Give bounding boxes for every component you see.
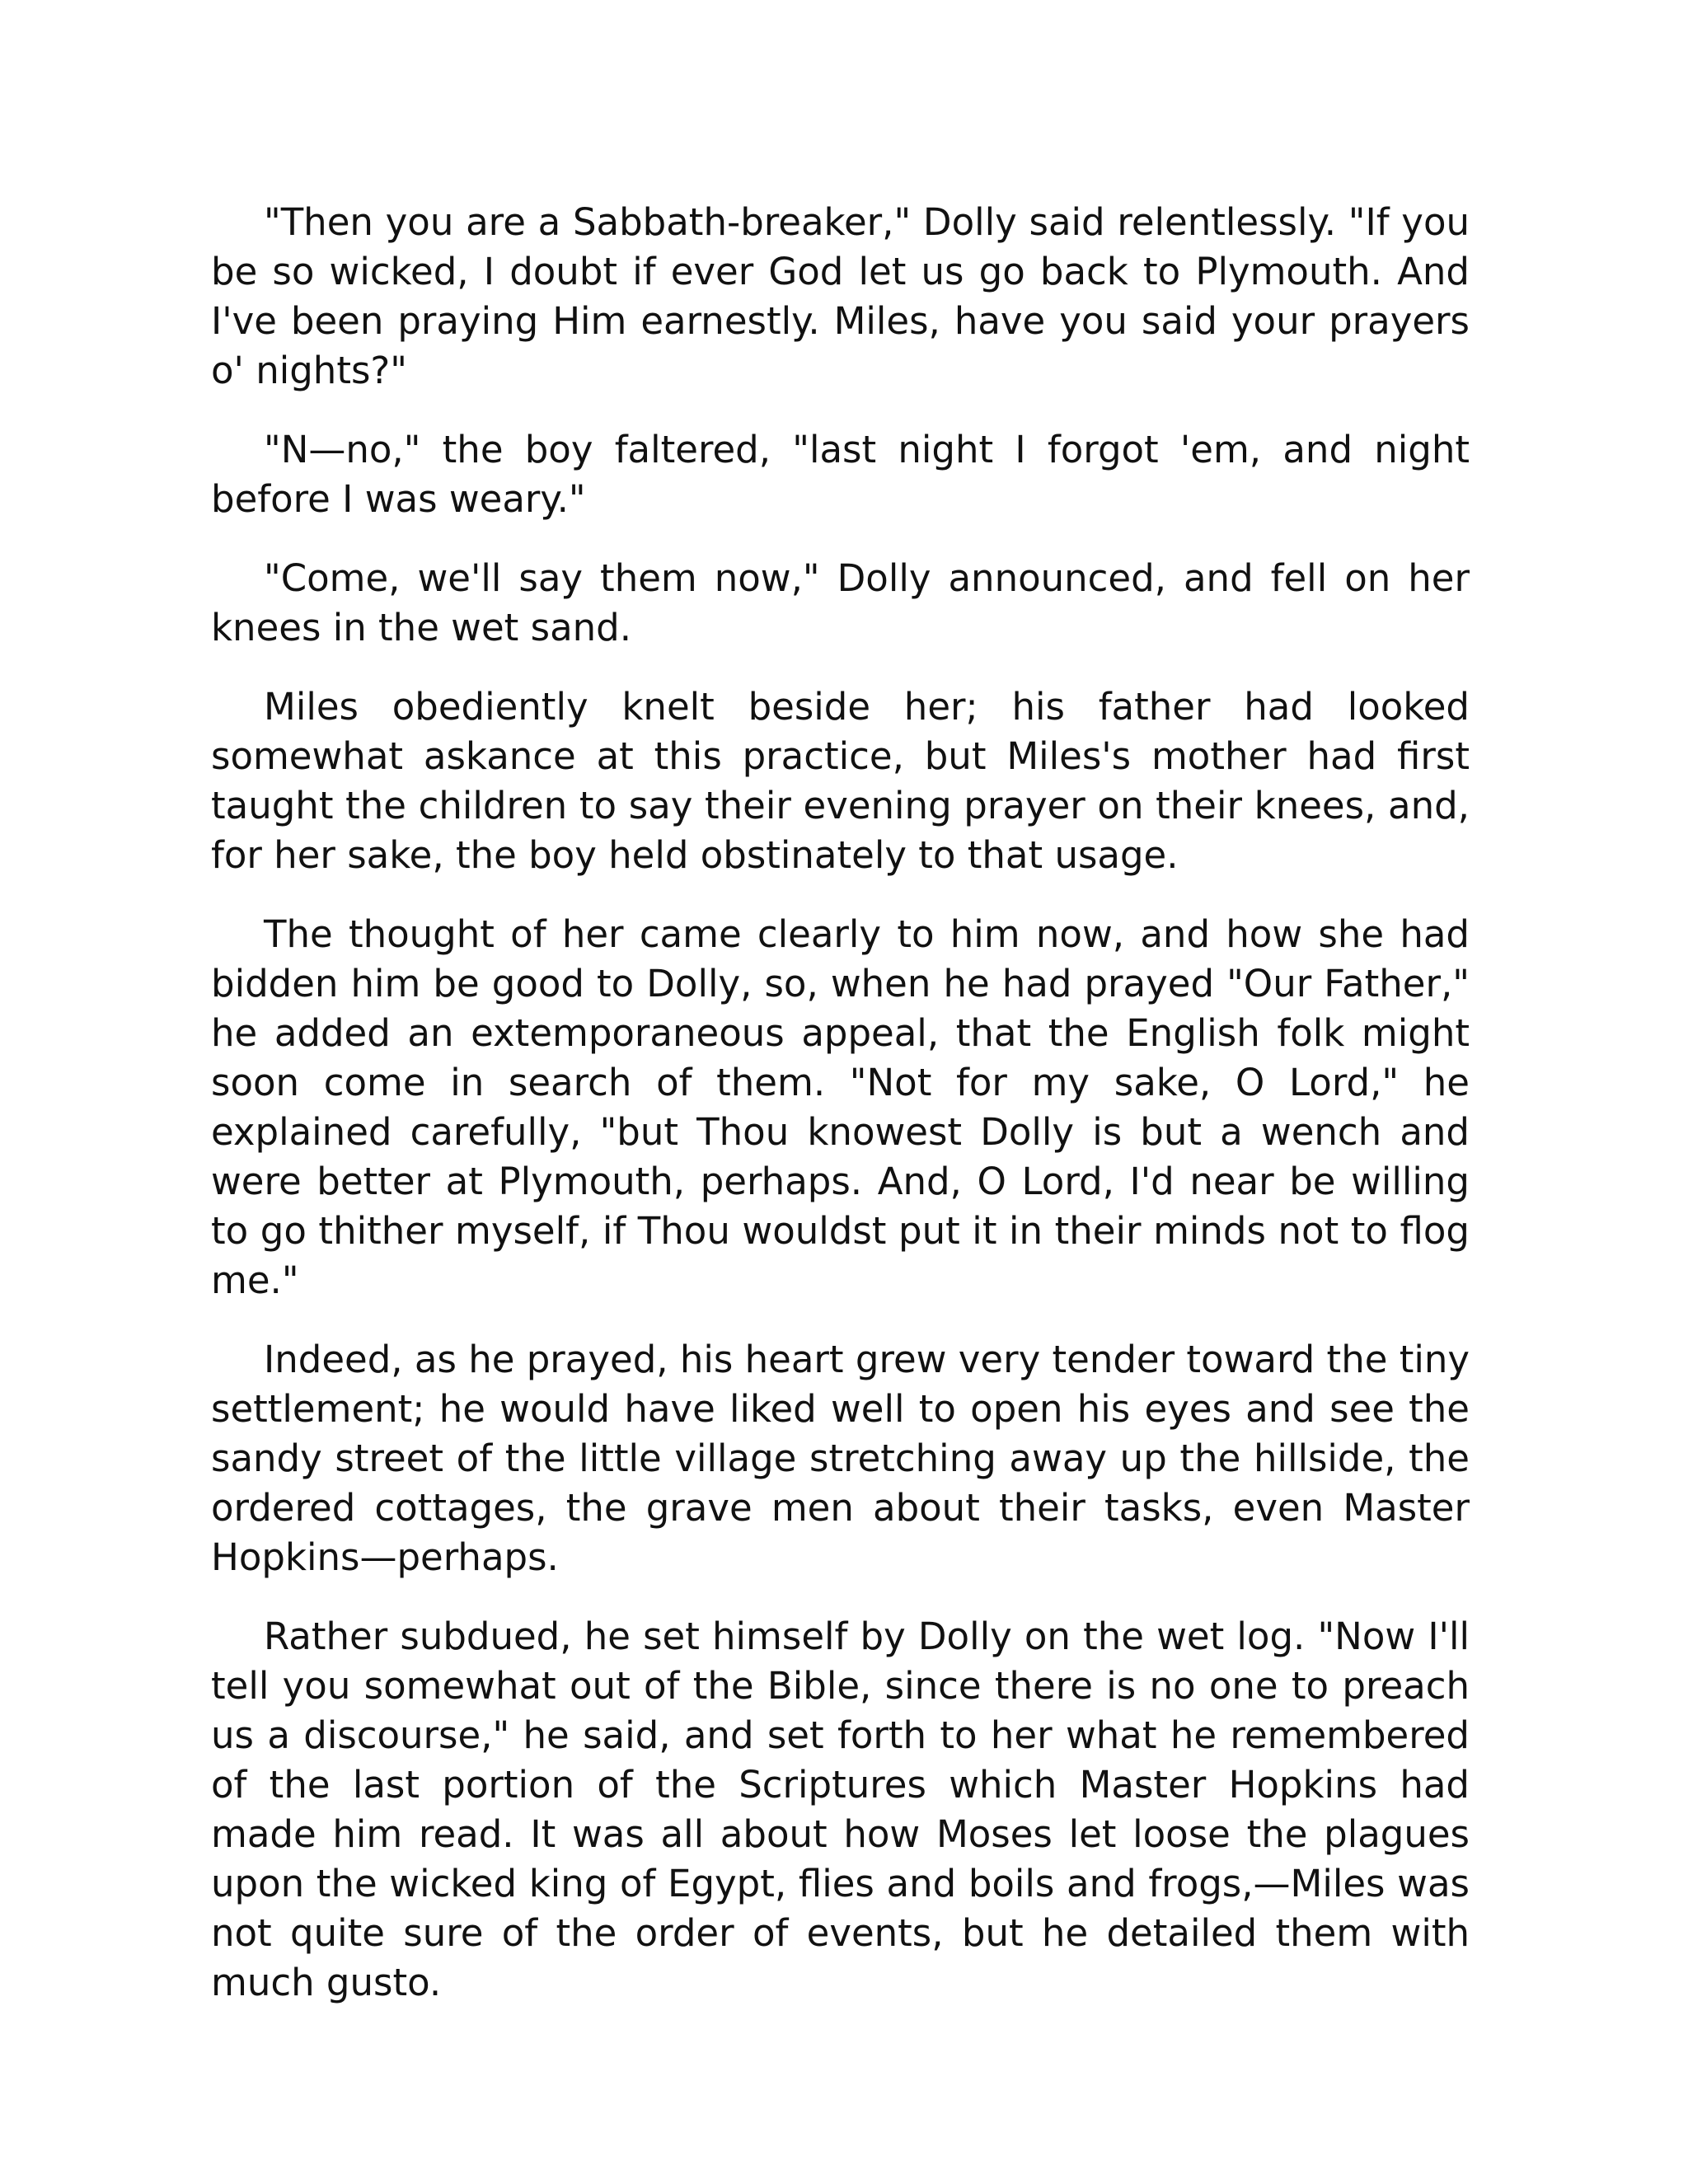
paragraph-5: The thought of her came clearly to him now, and how she had bidden him be good to Dolly, so, when he had prayed "Our Father," he added an extemporaneous appeal, that the English folk might soon come in search of them. "Not for my sake, O Lord," he explained carefully, "but Thou knowest Dolly is but a wench and were better at Plymouth, perhaps. And, O Lord, I'd near be willing to go thither myself, if Thou wouldst put it in their minds not to flog me." [211,912,1470,1302]
paragraph-7: Rather subdued, he set himself by Dolly on the wet log. "Now I'll tell you somewhat out of the Bible, since there is no one to preach us a discourse," he said, and set forth to her what he remembered of the last portion of the Scriptures which Master Hopkins had made him read. It was all about how Moses let loose the plagues upon the wicked king of Egypt, flies and boils and frogs,—Miles was not quite sure of the order of events, but he detailed them with much gusto. [211,1615,1470,2004]
paragraph-6: Indeed, as he prayed, his heart grew very tender toward the tiny settlement; he would have liked well to open his eyes and see the sandy street of the little village stretching away up the hillside, the ordered cottages, the grave men about their tasks, even Master Hopkins—perhaps. [211,1338,1470,1579]
paragraph-3: "Come, we'll say them now," Dolly announced, and fell on her knees in the wet sand. [211,556,1470,649]
paragraph-1: "Then you are a Sabbath-breaker," Dolly said relentlessly. "If you be so wicked, I doubt if ever God let us go back to Plymouth. And I've been praying Him earnestly. Miles, have you said your prayers o' nights?" [211,200,1470,392]
body-text [211,198,1470,2037]
paragraph-2: "N—no," the boy faltered, "last night I forgot 'em, and night before I was weary." [211,428,1470,521]
paragraph-4: Miles obediently knelt beside her; his father had looked somewhat askance at this practice, but Miles's mother had first taught the children to say their evening prayer on their knees, and, for her sake, the boy held obstinately to that usage. [211,685,1470,877]
